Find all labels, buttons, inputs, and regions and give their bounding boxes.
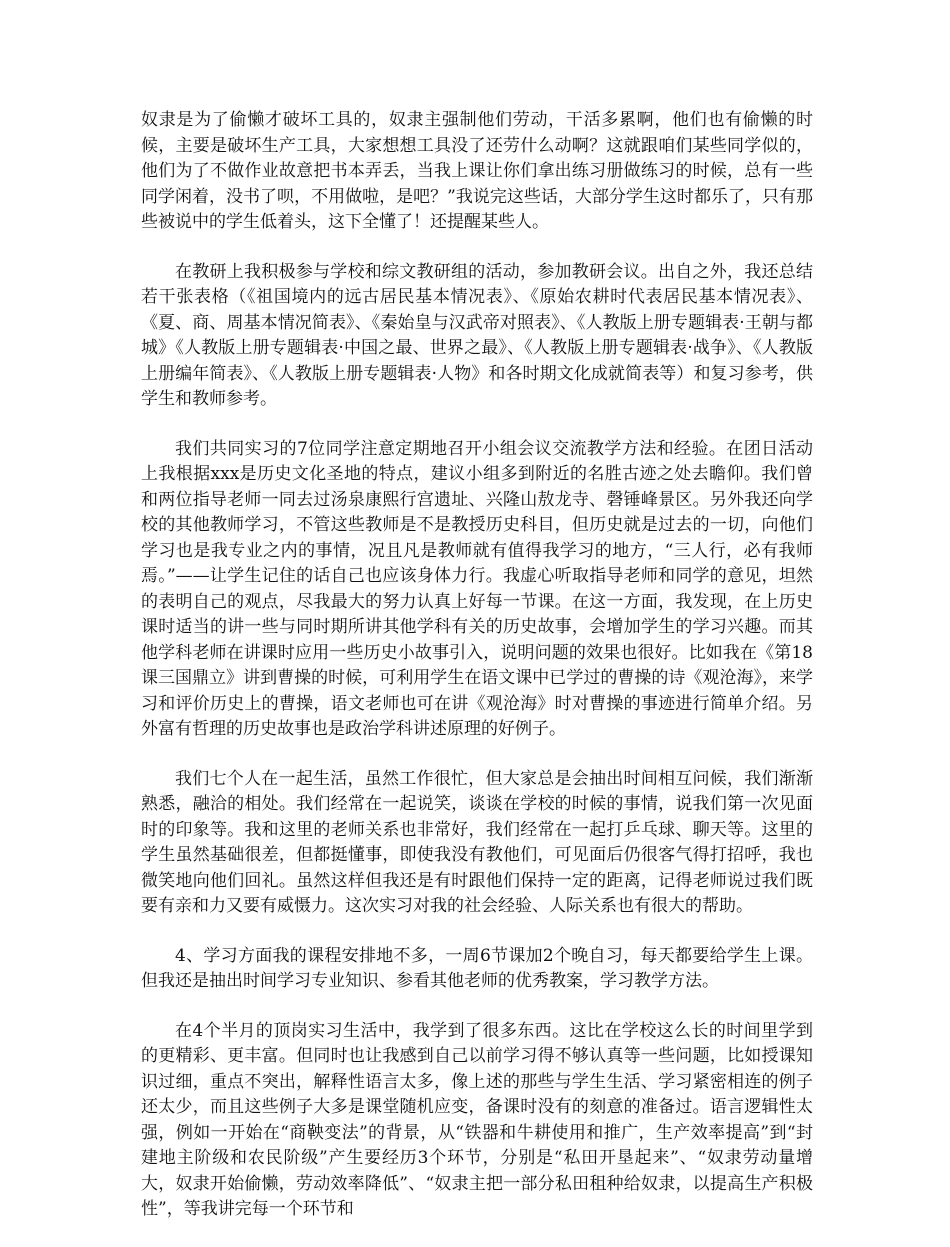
paragraph-6: 在4个半月的顶岗实习生活中，我学到了很多东西。这比在学校这么长的时间里学到的更精彩、更丰富。但同时也让我感到自己以前学习得不够认真等一些问题，比如授课知识过细，重点不突出，解释性语言太多，像上述的那些与学生生活、学习紧密相连的例子还太少，而且这些例子大多是课堂随机应变，备课时没有的刻意的准备过。语言逻辑性太强，例如一开始在“商鞅变法”的背景，从“铁器和牛耕使用和推广，生产效率提高”到“封建地主阶级和农民阶级”产生要经历3个环节，分别是“私田开垦起来”、“奴隶劳动量增大，奴隶开始偷懒，劳动效率降低”、“奴隶主把一部分私田租种给奴隶，以提高生产积极性”，等我讲完每一个环节和	[141, 1020, 813, 1219]
paragraph-4: 我们七个人在一起生活，虽然工作很忙，但大家总是会抽出时间相互问候，我们渐渐熟悉，融洽的相处。我们经常在一起说笑，谈谈在学校的时候的事情，说我们第一次见面时的印象等。我和这里的老师关系也非常好，我们经常在一起打乒乓球、聊天等。这里的学生虽然基础很差，但都挺懂事，即使我没有教他们，可见面后仍很客气得打招呼，我也微笑地向他们回礼。虽然这样但我还是有时跟他们保持一定的距离，记得老师说过我们既要有亲和力又要有威慑力。这次实习对我的社会经验、人际关系也有很大的帮助。	[141, 768, 813, 916]
paragraph-1: 奴隶是为了偷懒才破坏工具的，奴隶主强制他们劳动，干活多累啊，他们也有偷懒的时候，主要是破坏生产工具，大家想想工具没了还劳什么动啊？这就跟咱们某些同学似的，他们为了不做作业故意把书本弄丢，当我上课让你们拿出练习册做练习的时候，总有一些同学闲着，没书了呗，不用做啦，是吧？”我说完这些话，大部分学生这时都乐了，只有那些被说中的学生低着头，这下全懂了！还提醒某些人。	[141, 110, 813, 232]
paragraph-3: 我们共同实习的7位同学注意定期地召开小组会议交流教学方法和经验。在团日活动上我根据xxx是历史文化圣地的特点，建议小组多到附近的名胜古迹之处去瞻仰。我们曾和两位指导老师一同去过汤泉康熙行宫遗址、兴隆山敖龙寺、磬锤峰景区。另外我还向学校的其他教师学习，不管这些教师是不是教授历史科目，但历史就是过去的一切，向他们学习也是我专业之内的事情，况且凡是教师就有值得我学习的地方，“三人行，必有我师焉。”——让学生记住的话自己也应该身体力行。我虚心听取指导老师和同学的意见，坦然的表明自己的观点，尽我最大的努力认真上好每一节课。在这一方面，我发现，在上历史课时适当的讲一些与同时期所讲其他学科有关的历史故事，会增加学生的学习兴趣。而其他学科老师在讲课时应用一些历史小故事引入，说明问题的效果也很好。比如我在《第18课三国鼎立》讲到曹操的时候，可利用学生在语文课中已学过的曹操的诗《观沧海》，来学习和评价历史上的曹操，语文老师也可在讲《观沧海》时对曹操的事迹进行简单介绍。另外富有哲理的历史故事也是政治学科讲述原理的好例子。	[141, 438, 813, 739]
document-body	[141, 108, 813, 1247]
paragraph-5: 4、学习方面我的课程安排地不多，一周6节课加2个晚自习，每天都要给学生上课。但我还是抽出时间学习专业知识、参看其他老师的优秀教案，学习教学方法。	[141, 945, 813, 991]
paragraph-2: 在教研上我积极参与学校和综文教研组的活动，参加教研会议。出自之外，我还总结若干张表格（《祖国境内的远古居民基本情况表》、《原始农耕时代表居民基本情况表》、《夏、商、周基本情况简表》、《秦始皇与汉武帝对照表》、《人教版上册专题辑表·王朝与都城》《人教版上册专题辑表·中国之最、世界之最》、《人教版上册专题辑表·战争》、《人教版上册编年简表》、《人教版上册专题辑表·人物》和各时期文化成就简表等）和复习参考，供学生和教师参考。	[141, 261, 813, 409]
